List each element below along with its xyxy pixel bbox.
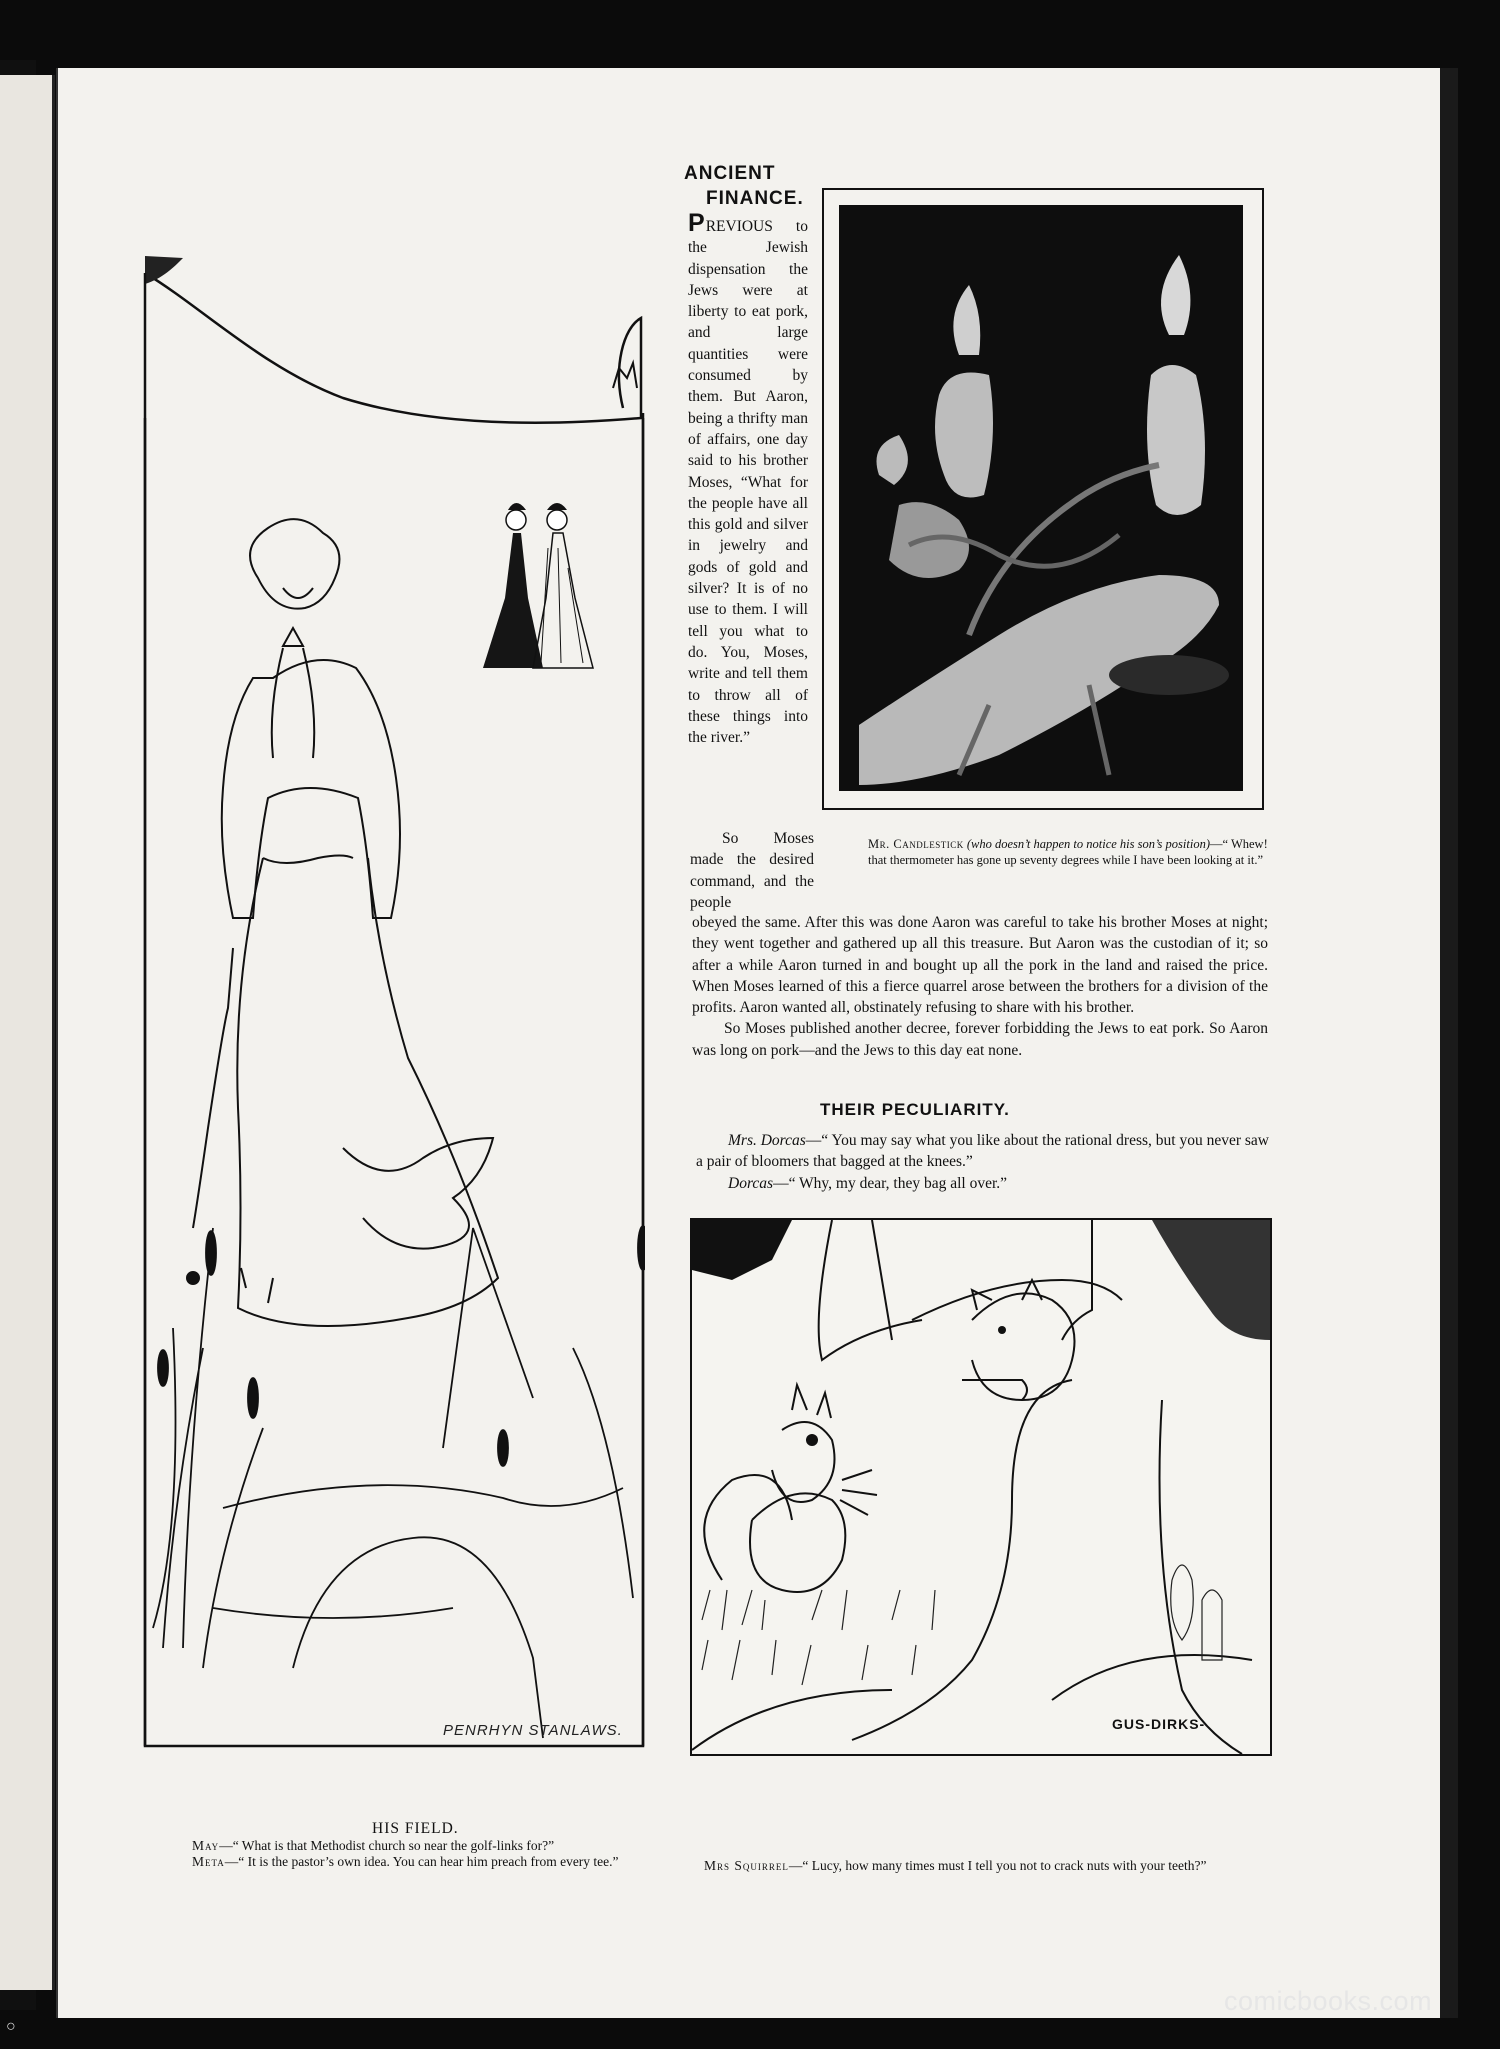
- speaker-dorcas: Dorcas: [728, 1174, 774, 1192]
- artist-signature-squirrel: GUS-DIRKS-: [1112, 1716, 1206, 1732]
- peculiarity-line-2: Dorcas—“ Why, my dear, they bag all over.”: [728, 1174, 1008, 1192]
- ancient-finance-paragraph-1: obeyed the same. After this was done Aaron was careful to take his brother Moses at night; they went together and gathered up all this treasure. But Aaron was the custodian of it; so after a while Aaron turned in and bought up all the pork in the land and raised the price. When Moses learned of this a fierce quarrel arose between the brothers for a division of the profits. Aaron wanted all, obstinately refusing to share with his brother.: [692, 914, 1268, 1017]
- peculiarity-title: THEIR PECULIARITY.: [820, 1100, 1010, 1119]
- dropcap: P: [688, 209, 706, 237]
- caption-quote: —“ Whew! that thermometer has gone up seventy degrees while I have been looking at it.”: [868, 837, 1268, 867]
- speaker-may: May: [192, 1838, 220, 1853]
- distant-women-figures: [483, 503, 593, 668]
- candlestick-picture: [839, 205, 1243, 791]
- speaker-mrs-dorcas: Mrs. Dorcas: [728, 1132, 806, 1149]
- artist-signature-left: PENRHYN STANLAWS.: [443, 1722, 623, 1739]
- ancient-finance-title-line2: FINANCE.: [706, 188, 804, 209]
- ancient-finance-paragraph-2: So Moses published another decree, forever forbidding the Jews to eat pork. So Aaron was long on pork—and the Jews to this day eat none.: [692, 1020, 1268, 1059]
- his-field-line-2: Meta—“ It is the pastor’s own idea. You can hear him preach from every tee.”: [192, 1854, 619, 1869]
- his-field-text: [192, 1838, 682, 1870]
- reeds-and-rocks: [153, 1226, 645, 1738]
- peculiarity-text: [696, 1130, 1270, 1194]
- woman-figure: [187, 519, 498, 1326]
- corner-mark-icon: ○: [6, 2018, 16, 2035]
- page-right-edge: [1440, 68, 1458, 2018]
- ancient-finance-narrow-column: [688, 209, 808, 748]
- ancient-finance-title-line1: ANCIENT: [684, 163, 776, 184]
- golf-woman-illustration: [143, 248, 645, 1748]
- speaker-meta: Meta: [192, 1854, 225, 1869]
- ancient-finance-text: REVIOUS to the Jewish dispensation the Jews were at liberty to eat pork, and large quantities were consumed by them. But Aaron, being a thrifty man of affairs, one day said to his brother Moses, “What for the people have all this gold and silver in jewelry and gods of gold and silver? It is of no use to them. I will tell you what to do. You, Moses, write and tell them to throw all of these things into the river.”: [688, 218, 808, 747]
- his-field-line-1: May—“ What is that Methodist church so near the golf-links for?”: [192, 1838, 555, 1853]
- caption-stage-direction: (who doesn’t happen to notice his son’s position): [966, 837, 1210, 851]
- squirrel-caption: Mrs Squirrel—“ Lucy, how many times must I tell you not to crack nuts with your teeth?”: [704, 1858, 1207, 1873]
- speaker-mrs-squirrel: Mrs Squirrel: [704, 1858, 789, 1873]
- candlestick-caption: [868, 836, 1268, 868]
- candlestick-picture-frame: [822, 188, 1264, 810]
- ancient-finance-full-width: [692, 912, 1268, 1061]
- caption-speaker: Mr. Candlestick: [868, 837, 964, 851]
- previous-page-edge: [0, 75, 55, 1990]
- squirrel-illustration: [692, 1220, 1270, 1754]
- peculiarity-line-1: Mrs. Dorcas—“ You may say what you like about the rational dress, but you never saw a pair of bloomers that bagged at the knees.”: [696, 1132, 1269, 1171]
- watermark: comicbooks.com: [1224, 1986, 1433, 2016]
- squirrel-picture-frame: [690, 1218, 1272, 1756]
- candlestick-illustration: [839, 205, 1243, 791]
- ancient-finance-narrow-column-2: So Moses made the desired command, and the people: [690, 830, 814, 911]
- his-field-title: HIS FIELD.: [372, 1820, 459, 1837]
